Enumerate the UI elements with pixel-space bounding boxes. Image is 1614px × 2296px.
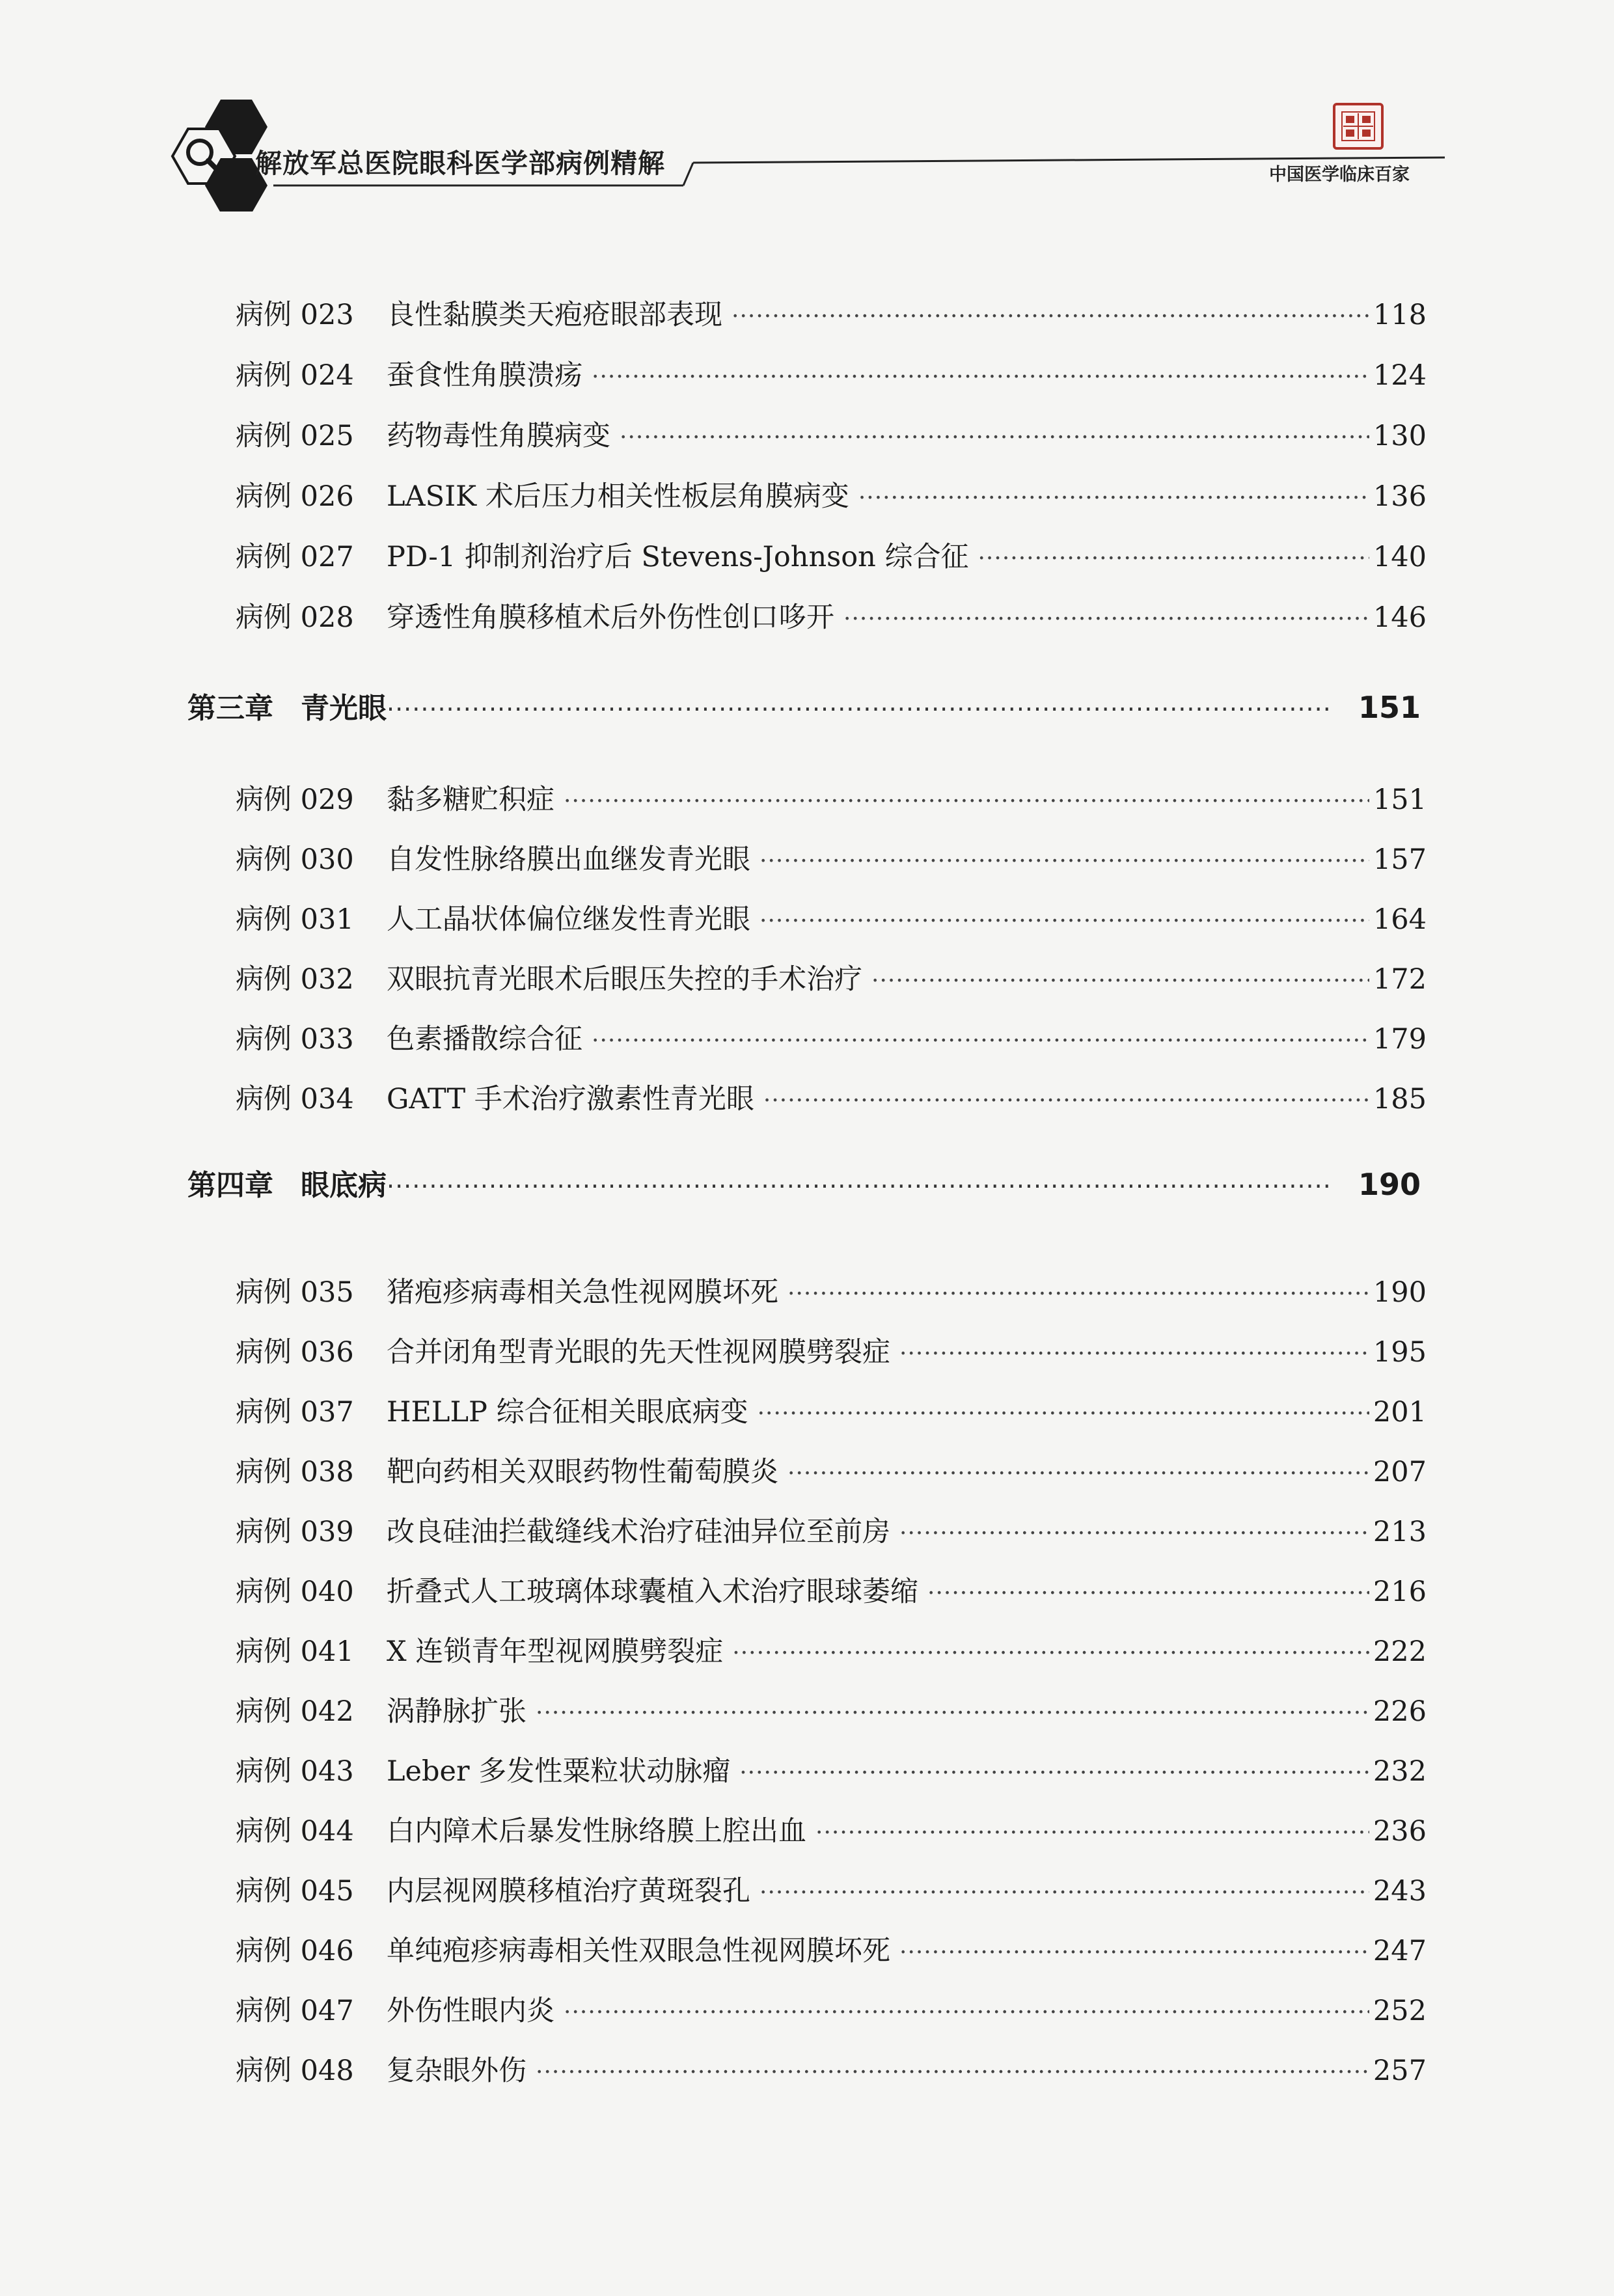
toc-entry[interactable]: [236, 1270, 1427, 1310]
dot-leader: [759, 1879, 1369, 1906]
page-number: 190: [1358, 1167, 1421, 1202]
chapter-heading[interactable]: [187, 685, 1421, 726]
dot-leader: [732, 303, 1369, 330]
case-number: 病例 037: [236, 1396, 354, 1428]
case-title: 人工晶状体偏位继发性青光眼: [387, 903, 750, 936]
page-number: 195: [1373, 1336, 1427, 1369]
case-number: 病例 027: [236, 541, 354, 573]
dot-leader: [899, 1341, 1369, 1367]
toc-entry[interactable]: [236, 897, 1427, 937]
case-number: 病例 041: [236, 1635, 354, 1668]
dot-leader: [387, 1172, 1332, 1201]
case-title: PD-1 抑制剂治疗后 Stevens-Johnson 综合征: [387, 541, 969, 573]
case-title: 黏多糖贮积症: [387, 784, 554, 816]
page-number: 179: [1373, 1023, 1427, 1056]
case-number: 病例 044: [236, 1815, 354, 1848]
case-number: 病例 023: [236, 299, 354, 331]
toc-entry[interactable]: [236, 778, 1427, 817]
page-number: 226: [1373, 1695, 1427, 1728]
case-number: 病例 033: [236, 1023, 354, 1056]
case-title: 穿透性角膜移植术后外伤性创口哆开: [387, 601, 834, 634]
case-title: 单纯疱疹病毒相关性双眼急性视网膜坏死: [387, 1935, 890, 1967]
case-number: 病例 045: [236, 1875, 354, 1907]
case-title: X 连锁青年型视网膜劈裂症: [387, 1635, 724, 1668]
toc-entry[interactable]: [236, 1749, 1427, 1789]
case-title: 色素播散综合征: [387, 1023, 582, 1056]
dot-leader: [978, 545, 1369, 572]
toc-entry[interactable]: [236, 1077, 1427, 1117]
toc-entry[interactable]: [236, 1450, 1427, 1490]
toc-entry[interactable]: [236, 595, 1427, 635]
toc-entry[interactable]: [236, 414, 1427, 454]
dot-leader: [592, 364, 1369, 390]
case-number: 病例 038: [236, 1456, 354, 1488]
chapter-title: 青光眼: [301, 692, 387, 725]
dot-leader: [564, 1999, 1369, 2026]
dot-leader: [592, 1028, 1369, 1054]
case-number: 病例 036: [236, 1336, 354, 1369]
case-title: 蚕食性角膜溃疡: [387, 359, 582, 392]
page-number: 213: [1373, 1516, 1427, 1548]
case-title: 靶向药相关双眼药物性葡萄膜炎: [387, 1456, 778, 1488]
case-title: 内层视网膜移植治疗黄斑裂孔: [387, 1875, 750, 1907]
case-number: 病例 047: [236, 1995, 354, 2027]
toc-entry[interactable]: [236, 1330, 1427, 1370]
page-number: 243: [1373, 1875, 1427, 1907]
dot-leader: [564, 788, 1369, 815]
case-number: 病例 035: [236, 1276, 354, 1309]
dot-leader: [759, 848, 1369, 875]
page-number: 232: [1373, 1755, 1427, 1788]
case-title: GATT 手术治疗激素性青光眼: [387, 1083, 754, 1115]
dot-leader: [763, 1087, 1369, 1114]
case-number: 病例 031: [236, 903, 354, 936]
case-title: 双眼抗青光眼术后眼压失控的手术治疗: [387, 963, 862, 996]
toc-entry[interactable]: [236, 957, 1427, 997]
case-title: 自发性脉络膜出血继发青光眼: [387, 843, 750, 876]
case-number: 病例 040: [236, 1576, 354, 1608]
dot-leader: [387, 695, 1332, 724]
toc-entry[interactable]: [236, 1809, 1427, 1849]
dot-leader: [739, 1760, 1369, 1786]
case-number: 病例 046: [236, 1935, 354, 1967]
case-title: 复杂眼外伤: [387, 2055, 527, 2087]
toc-entry[interactable]: [236, 1869, 1427, 1909]
case-number: 病例 039: [236, 1516, 354, 1548]
series-seal-logo: [1333, 103, 1384, 150]
dot-leader: [927, 1580, 1369, 1607]
case-number: 病例 024: [236, 359, 354, 392]
toc-entry[interactable]: [236, 1510, 1427, 1550]
case-number: 病例 034: [236, 1083, 354, 1115]
case-title: 白内障术后暴发性脉络膜上腔出血: [387, 1815, 806, 1848]
dot-leader: [815, 1820, 1369, 1846]
toc-entry[interactable]: [236, 1017, 1427, 1057]
case-title: 涡静脉扩张: [387, 1695, 527, 1728]
page-number: 216: [1373, 1576, 1427, 1608]
toc-entry[interactable]: [236, 474, 1427, 514]
toc-entry[interactable]: [236, 353, 1427, 393]
page-number: 140: [1373, 541, 1427, 573]
case-title: 药物毒性角膜病变: [387, 420, 610, 452]
toc-entry[interactable]: [236, 2049, 1427, 2088]
dot-leader: [843, 606, 1369, 633]
case-number: 病例 025: [236, 420, 354, 452]
page-number: 118: [1373, 299, 1427, 331]
chapter-heading[interactable]: [187, 1162, 1421, 1203]
page-number: 185: [1373, 1083, 1427, 1115]
case-title: 猪疱疹病毒相关急性视网膜坏死: [387, 1276, 778, 1309]
case-number: 病例 030: [236, 843, 354, 876]
case-title: 折叠式人工玻璃体球囊植入术治疗眼球萎缩: [387, 1576, 918, 1608]
page-number: 207: [1373, 1456, 1427, 1488]
book-title: 解放军总医院眼科医学部病例精解: [255, 148, 665, 179]
dot-leader: [620, 424, 1369, 451]
page-number: 236: [1373, 1815, 1427, 1848]
toc-entry[interactable]: [236, 535, 1427, 575]
page-number: 252: [1373, 1995, 1427, 2027]
case-title: 合并闭角型青光眼的先天性视网膜劈裂症: [387, 1336, 890, 1369]
page-number: 201: [1373, 1396, 1427, 1428]
toc-entry[interactable]: [236, 1630, 1427, 1669]
case-number: 病例 026: [236, 480, 354, 513]
case-title: HELLP 综合征相关眼底病变: [387, 1396, 748, 1428]
dot-leader: [732, 1640, 1369, 1667]
dot-leader: [899, 1520, 1369, 1547]
dot-leader: [871, 968, 1369, 994]
case-title: Leber 多发性粟粒状动脉瘤: [387, 1755, 731, 1788]
chapter-title: 眼底病: [301, 1169, 387, 1202]
page-number: 136: [1373, 480, 1427, 513]
dot-leader: [759, 908, 1369, 935]
dot-leader: [758, 1401, 1369, 1427]
toc-entry[interactable]: [236, 838, 1427, 877]
toc-entry[interactable]: [236, 1570, 1427, 1609]
toc-entry[interactable]: [236, 1989, 1427, 2029]
dot-leader: [858, 485, 1369, 512]
page-number: 164: [1373, 903, 1427, 936]
toc-entry[interactable]: [236, 1929, 1427, 1969]
case-title: 外伤性眼内炎: [387, 1995, 554, 2027]
page-number: 146: [1373, 601, 1427, 634]
page-number: 222: [1373, 1635, 1427, 1668]
page-number: 151: [1358, 690, 1421, 725]
page-number: 172: [1373, 963, 1427, 996]
page-number: 247: [1373, 1935, 1427, 1967]
page-number: 124: [1373, 359, 1427, 392]
case-number: 病例 042: [236, 1695, 354, 1728]
series-name: 中国医学临床百家: [1269, 165, 1410, 185]
case-title: LASIK 术后压力相关性板层角膜病变: [387, 480, 849, 513]
page-number: 157: [1373, 843, 1427, 876]
dot-leader: [787, 1460, 1369, 1487]
case-title: 改良硅油拦截缝线术治疗硅油异位至前房: [387, 1516, 890, 1548]
case-number: 病例 048: [236, 2055, 354, 2087]
dot-leader: [899, 1939, 1369, 1966]
chapter-number: 第三章: [187, 692, 273, 725]
page-number: 130: [1373, 420, 1427, 452]
seal-icon: [1339, 109, 1377, 143]
page-number: 257: [1373, 2055, 1427, 2087]
dot-leader: [536, 2059, 1369, 2086]
toc-entry[interactable]: [236, 1689, 1427, 1729]
page-number: 190: [1373, 1276, 1427, 1309]
case-number: 病例 032: [236, 963, 354, 996]
dot-leader: [536, 1700, 1369, 1727]
toc-entry[interactable]: [236, 293, 1427, 333]
toc-entry[interactable]: [236, 1390, 1427, 1430]
dot-leader: [787, 1281, 1369, 1307]
chapter-number: 第四章: [187, 1169, 273, 1202]
case-title: 良性黏膜类天疱疮眼部表现: [387, 299, 722, 331]
case-number: 病例 043: [236, 1755, 354, 1788]
case-number: 病例 029: [236, 784, 354, 816]
page-number: 151: [1373, 784, 1427, 816]
case-number: 病例 028: [236, 601, 354, 634]
